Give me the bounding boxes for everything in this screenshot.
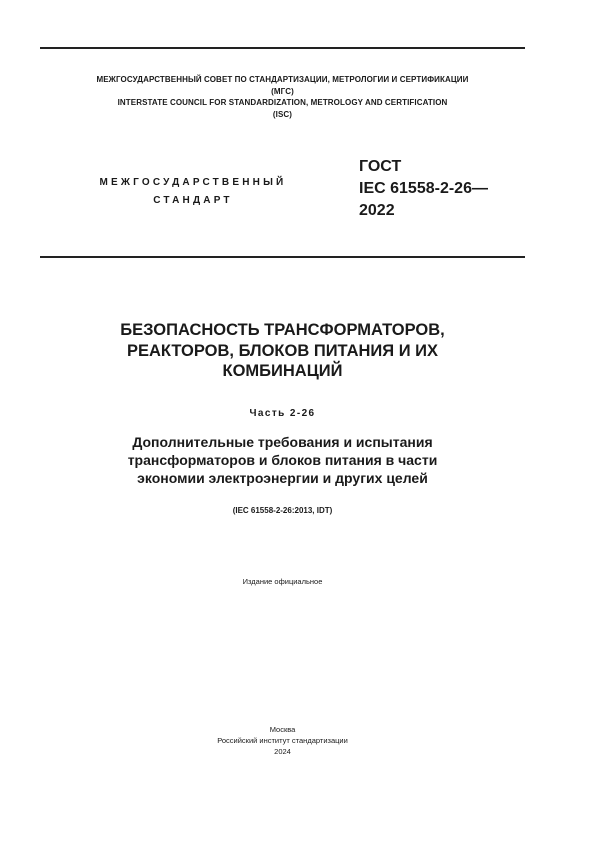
title-line3: КОМБИНАЦИЙ	[222, 362, 343, 380]
council-abbr-en: (ISC)	[272, 109, 293, 119]
subtitle-line1: Дополнительные требования и испытания	[132, 434, 433, 450]
publisher-city: Москва	[269, 725, 296, 734]
designation-line1: ГОСТ	[359, 158, 402, 175]
standard-type-line1: МЕЖГОСУДАРСТВЕННЫЙ	[99, 177, 287, 188]
document-title	[40, 320, 525, 382]
standard-designation	[359, 156, 488, 222]
standard-type	[58, 174, 328, 210]
middle-rule	[40, 256, 525, 258]
council-abbr-ru: (МГС)	[271, 86, 294, 96]
standard-type-line2: СТАНДАРТ	[153, 195, 233, 206]
council-header	[40, 74, 525, 120]
subtitle-line2: трансформаторов и блоков питания в части	[127, 452, 438, 468]
part-number: Часть 2-26	[249, 408, 316, 419]
council-name-en: INTERSTATE COUNCIL FOR STANDARDIZATION, METROLOGY AND CERTIFICATION	[117, 98, 448, 107]
document-subtitle	[40, 433, 525, 487]
publisher-institute: Российский институт стандартизации	[217, 736, 348, 745]
designation-line2: IEC 61558-2-26—	[359, 180, 488, 197]
council-name-ru: МЕЖГОСУДАРСТВЕННЫЙ СОВЕТ ПО СТАНДАРТИЗАЦИИ, МЕТРОЛОГИИ И СЕРТИФИКАЦИИ	[96, 75, 469, 84]
subtitle-line3: экономии электроэнергии и других целей	[137, 470, 428, 486]
edition-note: Издание официальное	[242, 577, 323, 586]
title-line1: БЕЗОПАСНОСТЬ ТРАНСФОРМАТОРОВ,	[120, 321, 445, 339]
title-line2: РЕАКТОРОВ, БЛОКОВ ПИТАНИЯ И ИХ	[126, 341, 439, 360]
designation-line3: 2022	[359, 202, 395, 219]
top-rule	[40, 47, 525, 49]
iec-reference: (IEC 61558-2-26:2013, IDT)	[232, 506, 333, 515]
publisher-year: 2024	[274, 747, 291, 756]
publisher-block	[40, 724, 525, 757]
